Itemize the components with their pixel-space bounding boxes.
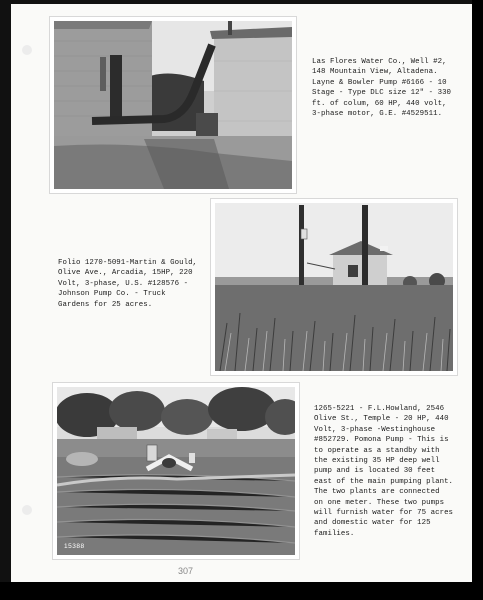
- field-pump-image: [57, 387, 295, 555]
- pump-shed-image: [215, 203, 453, 371]
- pump-house-image: [54, 21, 292, 189]
- photo-pump-shed-field: [211, 199, 457, 375]
- page-edge-right: [472, 0, 483, 600]
- binder-hole: [22, 505, 32, 515]
- photo-well-pump-house: [50, 17, 296, 193]
- page-number: 307: [178, 566, 194, 576]
- caption-martin-gould: Folio 1270-5091-Martin & Gould, Olive Ave., Arcadia, 15HP, 220 Volt, 3-phase, U.S. #128576 - Johnson Pump Co. - Truck Gardens for 25 acres.: [58, 259, 198, 309]
- photo-negative-number: 15388: [64, 543, 85, 550]
- photo-field-pump-plant: [53, 383, 299, 559]
- binder-hole: [22, 45, 32, 55]
- caption-howland: 1265-5221 - F.L.Howland, 2546 Olive St., Temple - 20 HP, 440 Volt, 3-phase -Westinghouse #852729. Pomona Pump - This is to operate as a standby with the existing 35 HP deep well pump and is located 30 feet east of the main pumping plant. The two plants are connected on one meter. These two pumps will furnish water for 75 acres and domestic water for 125 families.: [314, 405, 454, 538]
- page-edge-bottom: [0, 582, 483, 600]
- caption-las-flores-well: Las Flores Water Co., Well #2, 148 Mountain View, Altadena. Layne & Bowler Pump #6166 - 10 Stage - Type DLC size 12" - 330 ft. of colum, 60 HP, 440 volt, 3-phase motor, G.E. #4529511.: [312, 58, 452, 119]
